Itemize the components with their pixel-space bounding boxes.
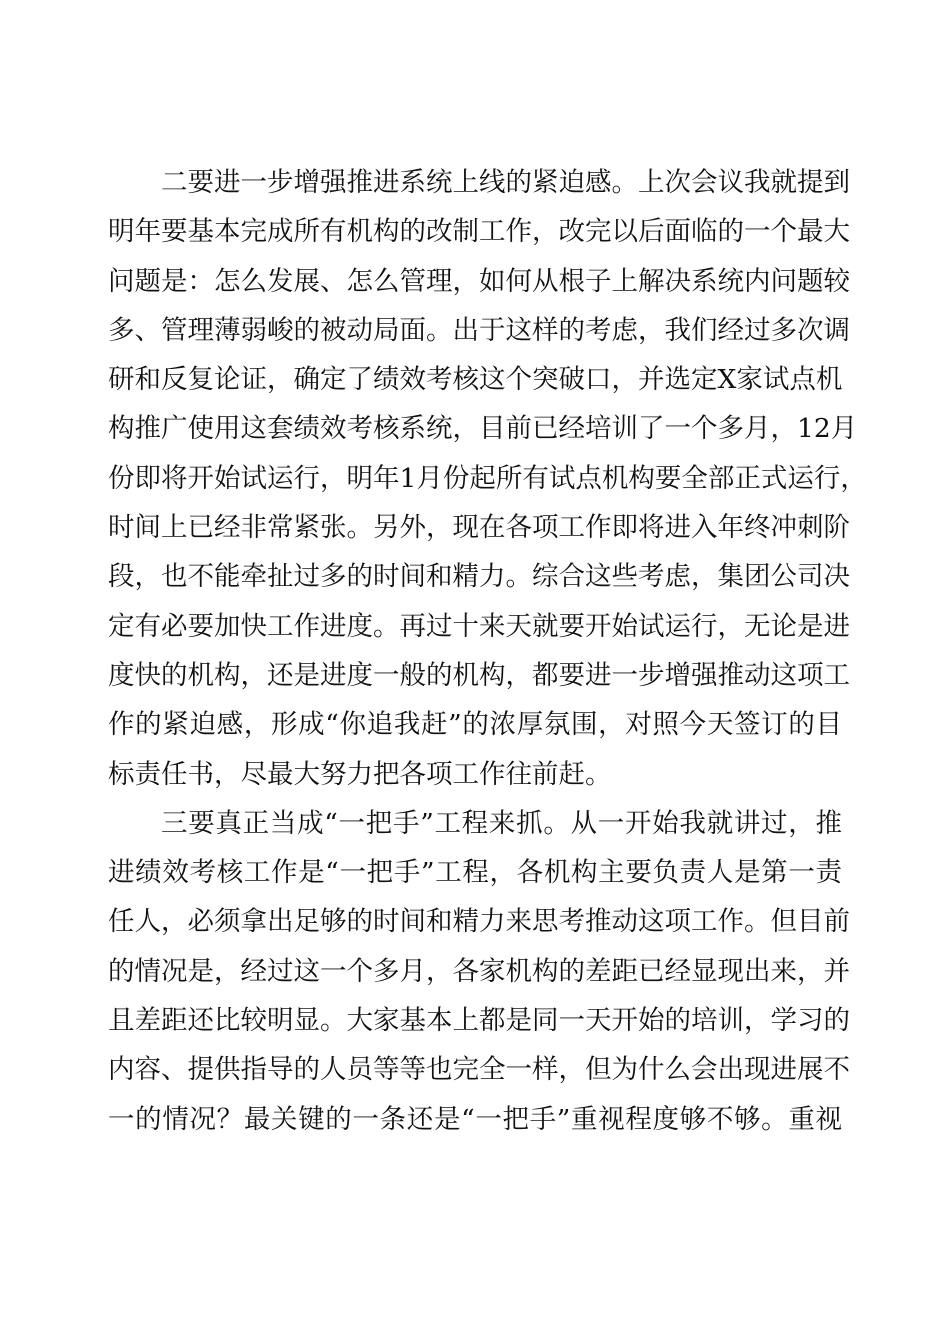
text-line: 标责任书，尽最大努力把各项工作往前赶。 bbox=[108, 758, 612, 790]
text-line: 任人，必须拿出足够的时间和精力来思考推动这项工作。但目前 bbox=[108, 906, 850, 938]
paragraph-2 bbox=[108, 158, 867, 799]
text-line: 明年要基本完成所有机构的改制工作，改完以后面临的一个最大 bbox=[108, 216, 850, 248]
text-line: 三要真正当成“一把手”工程来抓。从一开始我就讲过，推 bbox=[161, 807, 842, 839]
text-line: 段，也不能牵扯过多的时间和精力。综合这些考虑，集团公司决 bbox=[108, 561, 850, 593]
text-line: 进绩效考核工作是“一把手”工程，各机构主要负责人是第一责 bbox=[108, 857, 842, 889]
text-line: 份即将开始试运行，明年1月份起所有试点机构要全部正式运行， bbox=[108, 462, 867, 494]
text-line: 的情况是，经过这一个多月，各家机构的差距已经显现出来，并 bbox=[108, 955, 850, 987]
text-line: 时间上已经非常紧张。另外，现在各项工作即将进入年终冲刺阶 bbox=[108, 512, 850, 544]
text-line: 研和反复论证，确定了绩效考核这个突破口，并选定X家试点机 bbox=[108, 364, 843, 396]
text-line: 内容、提供指导的人员等等也完全一样，但为什么会出现进展不 bbox=[108, 1054, 850, 1086]
text-line: 定有必要加快工作进度。再过十来天就要开始试运行，无论是进 bbox=[108, 610, 850, 642]
text-line: 且差距还比较明显。大家基本上都是同一天开始的培训，学习的 bbox=[108, 1005, 850, 1037]
text-line: 度快的机构，还是进度一般的机构，都要进一步增强推动这项工 bbox=[108, 659, 850, 691]
text-line: 一的情况？最关键的一条还是“一把手”重视程度够不够。重视 bbox=[108, 1103, 842, 1135]
text-line: 问题是：怎么发展、怎么管理，如何从根子上解决系统内问题较 bbox=[108, 265, 850, 297]
paragraph-3 bbox=[108, 799, 850, 1144]
document-body bbox=[108, 158, 867, 1144]
text-line: 作的紧迫感，形成“你追我赶”的浓厚氛围，对照今天签订的目 bbox=[108, 709, 842, 741]
text-line: 多、管理薄弱峻的被动局面。出于这样的考虑，我们经过多次调 bbox=[108, 314, 850, 346]
text-line: 二要进一步增强推进系统上线的紧迫感。上次会议我就提到 bbox=[161, 167, 850, 198]
text-line: 构推广使用这套绩效考核系统，目前已经培训了一个多月，12月 bbox=[108, 413, 858, 445]
